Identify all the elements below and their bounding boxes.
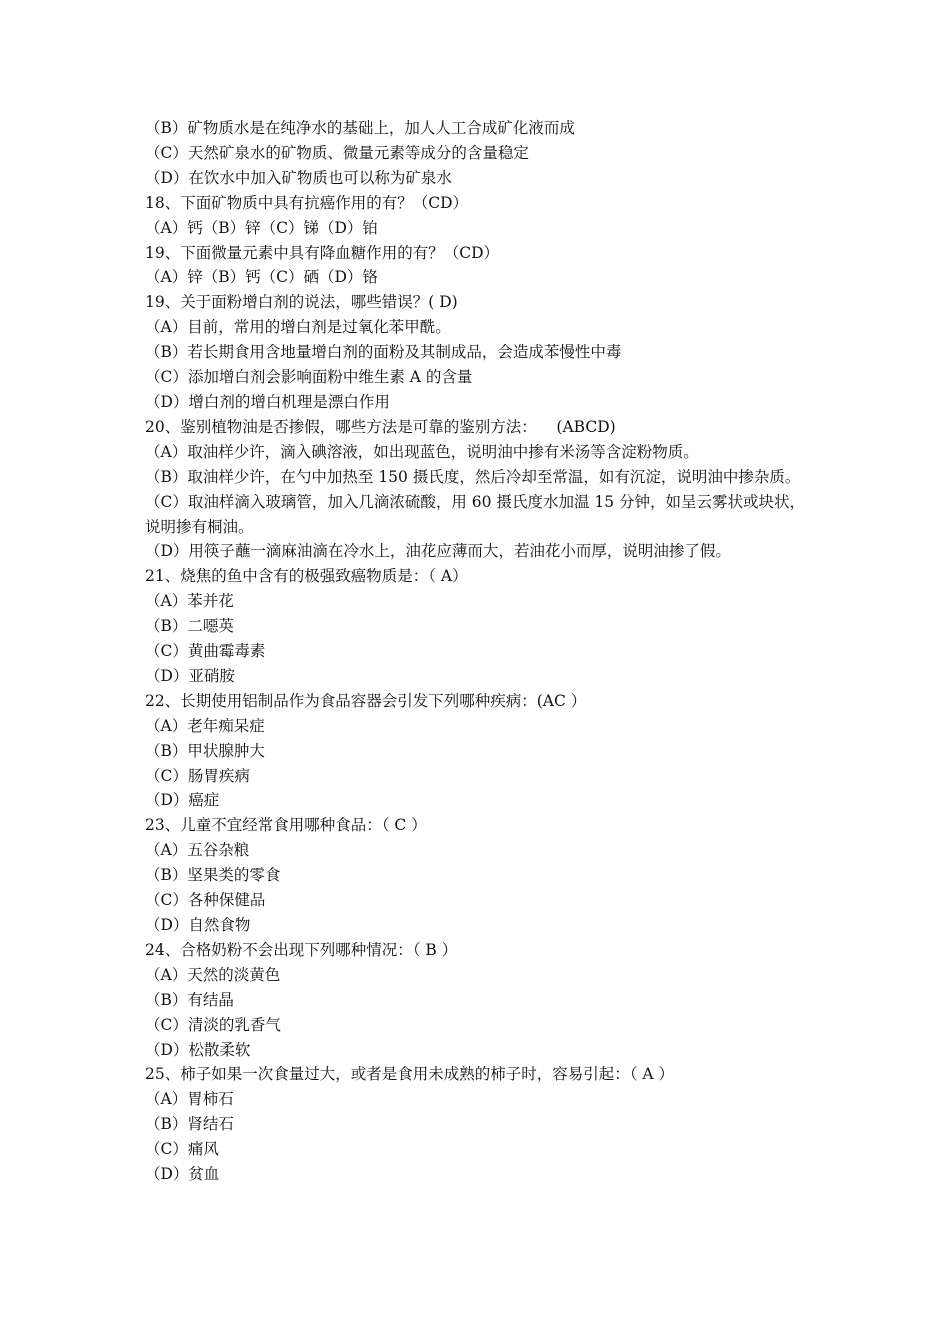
- document-body: [145, 116, 815, 1187]
- question-line: 21、烧焦的鱼中含有的极强致癌物质是：（ A）: [145, 567, 468, 586]
- question-line: 20、鉴别植物油是否掺假，哪些方法是可靠的鉴别方法： (ABCD): [145, 417, 616, 436]
- question-line: 22、长期使用铝制品作为食品容器会引发下列哪种疾病：(AC ）: [145, 691, 587, 710]
- option-line: （D）亚硝胺: [145, 666, 235, 685]
- option-line: （D）癌症: [145, 791, 220, 810]
- option-line: （B）若长期食用含地量增白剂的面粉及其制成品，会造成苯慢性中毒: [145, 343, 622, 362]
- question-line: 19、下面微量元素中具有降血糖作用的有？（CD）: [145, 243, 500, 262]
- option-line: （B）甲状腺肿大: [145, 741, 265, 760]
- option-line: （C）清淡的乳香气: [145, 1015, 281, 1034]
- option-line: （A）苯并花: [145, 592, 234, 611]
- option-line: （A）老年痴呆症: [145, 716, 265, 735]
- option-line: （C）添加增白剂会影响面粉中维生素 A 的含量: [145, 368, 473, 387]
- question-line: 19、关于面粉增白剂的说法，哪些错误？( D): [145, 293, 458, 312]
- option-line: （A）取油样少许，滴入碘溶液，如出现蓝色，说明油中掺有米汤等含淀粉物质。: [145, 442, 699, 461]
- option-line: （D）松散柔软: [145, 1040, 251, 1059]
- question-line: 18、下面矿物质中具有抗癌作用的有？（CD）: [145, 193, 469, 212]
- option-line: （C）黄曲霉毒素: [145, 642, 266, 661]
- option-line: （A）钙（B）锌（C）锑（D）铂: [145, 218, 378, 237]
- option-line: （B）二噁英: [145, 617, 234, 636]
- option-line: （C）各种保健品: [145, 891, 266, 910]
- option-line: （A）胃柿石: [145, 1090, 234, 1109]
- option-line: （C）取油样滴入玻璃管，加入几滴浓硫酸，用 60 摄氏度水加温 15 分钟，如呈云雾状或块状，说明掺有桐油。: [145, 492, 806, 536]
- option-line: （C）痛风: [145, 1140, 219, 1159]
- option-line: （D）增白剂的增白机理是漂白作用: [145, 392, 390, 411]
- option-line: （A）锌（B）钙（C）硒（D）铬: [145, 268, 378, 287]
- option-line: （A）天然的淡黄色: [145, 965, 281, 984]
- option-line: （B）坚果类的零食: [145, 866, 281, 885]
- option-line: （B）有结晶: [145, 990, 234, 1009]
- question-line: 24、合格奶粉不会出现下列哪种情况：（ B ）: [145, 940, 458, 959]
- option-line: （D）贫血: [145, 1165, 220, 1184]
- option-line: （B）取油样少许，在勺中加热至 150 摄氏度，然后冷却至常温，如有沉淀，说明油中掺杂质。: [145, 467, 801, 486]
- option-line: （B）肾结石: [145, 1115, 234, 1134]
- option-line: （A）五谷杂粮: [145, 841, 250, 860]
- option-line: （D）用筷子蘸一滴麻油滴在冷水上，油花应薄而大，若油花小而厚，说明油掺了假。: [145, 542, 731, 561]
- option-line: （C）天然矿泉水的矿物质、微量元素等成分的含量稳定: [145, 143, 529, 162]
- option-line: （D）在饮水中加入矿物质也可以称为矿泉水: [145, 168, 452, 187]
- option-line: （C）肠胃疾病: [145, 766, 250, 785]
- option-line: （A）目前，常用的增白剂是过氧化苯甲酰。: [145, 318, 451, 337]
- option-line: （D）自然食物: [145, 916, 251, 934]
- option-line: （B）矿物质水是在纯净水的基础上，加人人工合成矿化液而成: [145, 119, 575, 137]
- question-line: 25、柿子如果一次食量过大，或者是食用未成熟的柿子时，容易引起：（ A ）: [145, 1065, 675, 1084]
- question-line: 23、儿童不宜经常食用哪种食品：（ C ）: [145, 816, 427, 835]
